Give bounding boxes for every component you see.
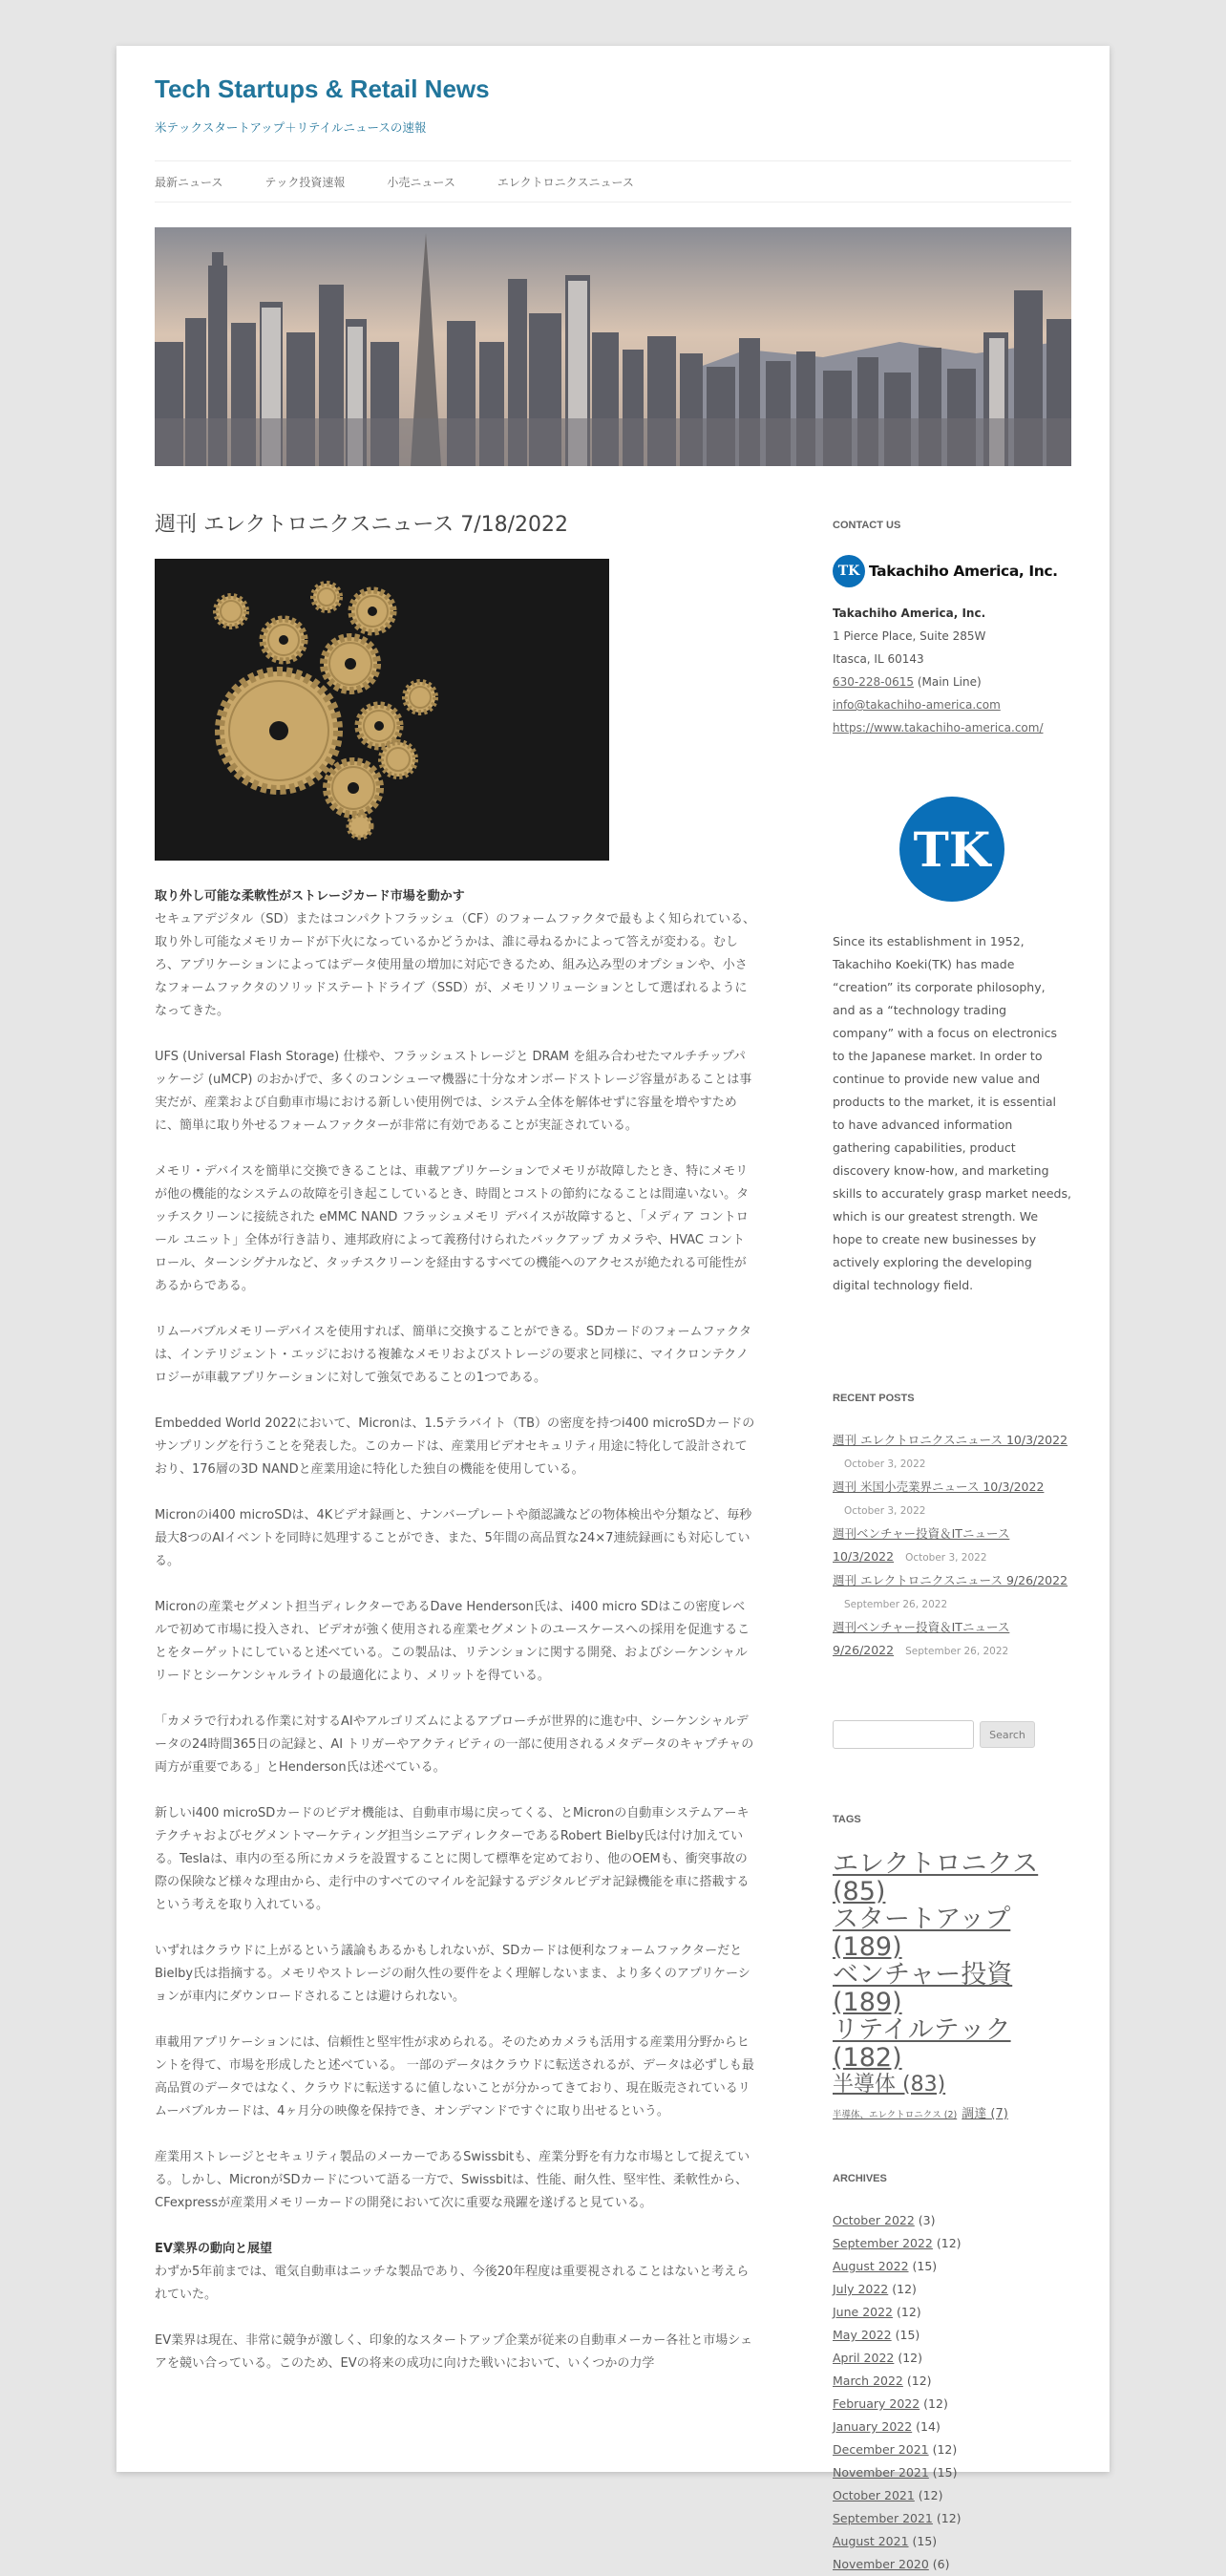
recent-post-link[interactable]: 週刊 エレクトロニクスニュース 10/3/2022: [833, 1433, 1068, 1447]
archive-link[interactable]: March 2022: [833, 2374, 903, 2388]
recent-post-link[interactable]: 週刊ベンチャー投資＆ITニュース 10/3/2022: [833, 1526, 1010, 1564]
search-button[interactable]: Search: [980, 1721, 1035, 1748]
paragraph-text: セキュアデジタル（SD）またはコンパクトフラッシュ（CF）のフォームファクタで最もよく知られている、取り外し可能なメモリカードが下火になっているかどうかは、誰に尋ねるかによって答えが変わる。むしろ、アプリケーションによってはデータ使用量の増加に対応できるため、組み込み型のオプションや、小さなフォームファクタのソリッドステートドライブ（SSD）が、メモリソリューションとして選ばれるようになってきた。: [155, 912, 756, 1018]
recent-posts-list: [833, 1429, 1071, 1663]
archive-count: (14): [912, 2419, 941, 2434]
post-paragraph: Micronのi400 microSDは、4Kビデオ録画と、ナンバープレートや顔認識などの物体検出や分類など、毎秒最大8つのAIイベントを同時に処理することができ、また、5年間の高品質な24×7連続録画にも対応している。: [155, 1508, 752, 1568]
nav-item-latest[interactable]: 最新ニュース: [155, 175, 223, 189]
archive-count: (15): [908, 2259, 938, 2273]
archive-link[interactable]: June 2022: [833, 2305, 894, 2319]
archive-link[interactable]: November 2020: [833, 2557, 929, 2571]
tag-retail-tech[interactable]: リテイルテック (182): [833, 2015, 1011, 2073]
post-paragraph: UFS (Universal Flash Storage) 仕様や、フラッシュストレージと DRAM を組み合わせたマルチチップパッケージ (uMCP) のおかげで、多くのコンシューマ機器に十分なオンボードストレージ容量があることは事実だが、産業および自動車市場における新しい使用例では、システム全体を解体せずに容量を増やすために、簡単に取り外せるフォームファクターが非常に有効であることが実証されている。: [155, 1050, 752, 1133]
archive-link[interactable]: September 2021: [833, 2511, 933, 2525]
archive-item: [833, 2324, 1071, 2347]
phone-link[interactable]: 630-228-0615: [833, 675, 915, 689]
widget-title-contact: CONTACT US: [833, 520, 901, 531]
tk-logo-mark: TK: [833, 555, 865, 587]
tk-logo-text: Takachiho America, Inc.: [869, 563, 1058, 580]
archive-count: (15): [928, 2465, 958, 2480]
post-featured-image-gears: [155, 559, 609, 861]
archive-count: (15): [891, 2328, 920, 2342]
tag-cloud: [833, 1850, 1071, 2129]
recent-post-date: September 26, 2022: [844, 1599, 948, 1610]
recent-post-link[interactable]: 週刊ベンチャー投資＆ITニュース 9/26/2022: [833, 1620, 1010, 1657]
phone-line: [833, 671, 1071, 693]
post-paragraph: 産業用ストレージとセキュリティ製品のメーカーであるSwissbitも、産業分野を有力な市場として捉えている。しかし、MicronがSDカードについて語る一方で、Swissbitは、性能、耐久性、堅牢性、柔軟性から、CFexpressが産業用メモリーカードの開発において次に重要な飛躍を遂げると見ている。: [155, 2150, 750, 2210]
nav-item-tech-investment[interactable]: テック投資速報: [264, 175, 346, 189]
post-paragraph: [155, 2238, 756, 2307]
company-about: Since its establishment in 1952, Takachiho Koeki(TK) has made “creation” its corporate philosophy, and as a “technology trading company” with a focus on electronics to the Japanese market. In order to continue to provide new value and products to the market, it is essential to have advanced information gathering capabilities, product discovery know-how, and marketing skills to accurately grasp market needs, which is our greatest strength. We hope to create new businesses by actively exploring the developing digital technology field.: [833, 934, 1071, 1292]
archive-item: [833, 2209, 1071, 2232]
post-paragraph: [155, 885, 756, 1023]
website-link[interactable]: https://www.takachiho-america.com/: [833, 721, 1044, 734]
archive-item: [833, 2232, 1071, 2255]
post-paragraph: リムーバブルメモリーデバイスを使用すれば、簡単に交換することができる。SDカードのフォームファクタは、インテリジェント・エッジにおける複雑なメモリおよびストレージの要求と同様に、マイクロンテクノロジーが車載アプリケーションに対して強気であることの1つである。: [155, 1325, 751, 1385]
archives-list: [833, 2209, 1071, 2576]
recent-post-date: October 3, 2022: [844, 1458, 926, 1470]
archive-link[interactable]: August 2021: [833, 2534, 909, 2548]
header-image-skyline: [155, 227, 1071, 466]
archive-count: (3): [914, 2213, 936, 2227]
main-content: [155, 508, 756, 2398]
tag-procurement[interactable]: 調達 (7): [962, 2107, 1008, 2121]
archive-item: [833, 2255, 1071, 2278]
recent-post-link[interactable]: 週刊 エレクトロニクスニュース 9/26/2022: [833, 1573, 1068, 1587]
archive-item: [833, 2393, 1071, 2416]
archive-item: [833, 2278, 1071, 2301]
archive-item: [833, 2370, 1071, 2393]
post-paragraph: Micronの産業セグメント担当ディレクターであるDave Henderson氏は、i400 micro SDはこの密度レベルで初めて市場に投入され、ビデオが強く使用される産業セグメントのユースケースへの採用を促進することをターゲットにしていると述べている。この製品は、リテンションに関する開発、およびシーケンシャルリードとシーケンシャルライトの最適化により、メリットを得ている。: [155, 1600, 750, 1683]
archive-item: [833, 2507, 1071, 2530]
paragraph-text: わずか5年前までは、電気自動車はニッチな製品であり、今後20年程度は重要視されることはないと考えられていた。: [155, 2265, 750, 2302]
archive-item: [833, 2461, 1071, 2484]
tag-venture-investment[interactable]: ベンチャー投資 (189): [833, 1960, 1013, 2017]
archive-count: (6): [928, 2557, 950, 2571]
recent-post-item: [833, 1522, 1071, 1569]
tk-large-logo: TK: [899, 797, 1004, 902]
post-paragraph: 車載用アプリケーションには、信頼性と堅牢性が求められる。そのためカメラも活用する産業用分野からヒントを得て、市場を形成したと述べている。 一部のデータはクラウドに転送されるが、データは必ずしも最高品質のデータではなく、クラウドに転送するに値しないことが分かってきており、現在販売されているリムーバブルカードは、4ヶ月分の映像を保持でき、オンデマンドですぐに取り出せるという。: [155, 2035, 754, 2118]
archive-link[interactable]: October 2022: [833, 2213, 915, 2227]
recent-post-date: October 3, 2022: [905, 1552, 987, 1564]
nav-item-electronics[interactable]: エレクトロニクスニュース: [497, 175, 634, 189]
recent-post-item: [833, 1429, 1071, 1476]
sidebar: [833, 520, 1071, 2576]
recent-post-date: October 3, 2022: [844, 1505, 926, 1517]
search-form: [833, 1720, 1071, 1749]
archive-link[interactable]: November 2021: [833, 2465, 929, 2480]
contact-details: [833, 602, 1071, 739]
address-line-1: 1 Pierce Place, Suite 285W: [833, 629, 986, 643]
post-paragraph: いずれはクラウドに上がるという議論もあるかもしれないが、SDカードは便利なフォームファクターだとBielby氏は指摘する。メモリやストレージの耐久性の要件をよく理解しないまま、より多くのアプリケーションが車内にダウンロードされることは避けられない。: [155, 1944, 750, 2004]
archive-link[interactable]: September 2022: [833, 2236, 933, 2250]
recent-post-item: [833, 1616, 1071, 1663]
nav-item-retail[interactable]: 小売ニュース: [387, 175, 455, 189]
email-link[interactable]: info@takachiho-america.com: [833, 698, 1001, 712]
archive-item: [833, 2530, 1071, 2553]
recent-post-item: [833, 1569, 1071, 1616]
post-content: [155, 885, 756, 2375]
archive-link[interactable]: October 2021: [833, 2488, 915, 2502]
section-heading: 取り外し可能な柔軟性がストレージカード市場を動かす: [155, 889, 465, 904]
post-paragraph: Embedded World 2022において、Micronは、1.5テラバイト（TB）の密度を持つi400 microSDカードのサンプリングを行うことを発表した。このカードは、産業用ビデオセキュリティ用途に特化して設計されており、176層の3D NANDと産業用途に特化した独自の機能を使用している。: [155, 1416, 755, 1477]
archive-count: (12): [914, 2488, 943, 2502]
archive-link[interactable]: February 2022: [833, 2396, 920, 2411]
archive-item: [833, 2347, 1071, 2370]
widget-title-archives: ARCHIVES: [833, 2173, 887, 2184]
takachiho-logo: [833, 556, 1071, 586]
archive-link[interactable]: May 2022: [833, 2328, 892, 2342]
archive-item: [833, 2553, 1071, 2576]
archive-link[interactable]: April 2022: [833, 2351, 895, 2365]
archive-count: (12): [894, 2351, 922, 2365]
site-title[interactable]: Tech Startups & Retail News: [155, 75, 490, 103]
site-description: 米テックスタートアップ＋リテイルニュースの速報: [155, 120, 427, 135]
archive-count: (15): [908, 2534, 938, 2548]
tag-startup[interactable]: スタートアップ (189): [833, 1905, 1011, 1962]
post-paragraph: EV業界は現在、非常に競争が激しく、印象的なスタートアップ企業が従来の自動車メーカー各社と市場シェアを競い合っている。このため、EVの将来の成功に向けた戦いにおいて、いくつかの力学: [155, 2333, 753, 2371]
section-heading: EV業界の動向と展望: [155, 2242, 272, 2256]
archive-count: (12): [920, 2396, 948, 2411]
recent-post-date: September 26, 2022: [905, 1646, 1009, 1657]
archive-item: [833, 2301, 1071, 2324]
archive-link[interactable]: January 2022: [833, 2419, 913, 2434]
archive-link[interactable]: August 2022: [833, 2259, 909, 2273]
archive-count: (12): [888, 2282, 917, 2296]
archive-link[interactable]: December 2021: [833, 2442, 929, 2457]
recent-post-link[interactable]: 週刊 米国小売業界ニュース 10/3/2022: [833, 1480, 1045, 1494]
archive-count: (12): [932, 2511, 962, 2525]
archive-count: (12): [902, 2374, 932, 2388]
recent-post-item: [833, 1476, 1071, 1522]
address-line-2: Itasca, IL 60143: [833, 652, 924, 666]
archive-count: (12): [932, 2236, 962, 2250]
tag-electronics[interactable]: エレクトロニクス (85): [833, 1849, 1039, 1906]
widget-title-tags: TAGS: [833, 1814, 861, 1825]
archive-link[interactable]: July 2022: [833, 2282, 889, 2296]
post-paragraph: 「カメラで行われる作業に対するAIやアルゴリズムによるアプローチが世界的に進む中、シーケンシャルデータの24時間365日の記録と、AI トリガーやアクティビティの一部に使用されるメタデータのキャプチャの両方が重要である」とHenderson氏は述べている。: [155, 1714, 754, 1775]
search-input[interactable]: [833, 1720, 974, 1749]
archive-item: [833, 2484, 1071, 2507]
tag-semiconductor[interactable]: 半導体 (83): [833, 2073, 946, 2097]
tag-semiconductor-electronics[interactable]: 半導体、エレクトロニクス (2): [833, 2110, 958, 2120]
widget-title-recent-posts: RECENT POSTS: [833, 1393, 915, 1404]
main-navigation: [155, 160, 1071, 202]
archive-item: [833, 2416, 1071, 2438]
archive-count: (12): [928, 2442, 958, 2457]
post-title[interactable]: 週刊 エレクトロニクスニュース 7/18/2022: [155, 513, 569, 537]
archive-item: [833, 2438, 1071, 2461]
company-name: Takachiho America, Inc.: [833, 607, 986, 620]
post-paragraph: メモリ・デバイスを簡単に交換できることは、車載アプリケーションでメモリが故障したとき、特にメモリが他の機能的なシステムの故障を引き起こしているとき、時間とコストの節約になることは間違いない。タッチスクリーンに接続された eMMC NAND フラッシュメモリ デバイスが故障すると、「メディア コントロール ユニット」全体が行き詰り、連邦政府によって義務付けられたバックアップ カメラや、HVAC コントロール、ターンシグナルなど、タッチスクリーンを経由するすべての機能へのアクセスが絶たれる可能性があるからである。: [155, 1164, 750, 1293]
archive-count: (12): [893, 2305, 921, 2319]
page: [116, 46, 1110, 2571]
post-paragraph: 新しいi400 microSDカードのビデオ機能は、自動車市場に戻ってくる、とMicronの自動車システムアーキテクチャおよびセグメントマーケティング担当シニアディレクターであるRobert Bielby氏は付け加えている。Teslaは、車内の至る所にカメラを設置することに関して標準を定めており、他のOEMも、衝突事故の際の保険など様々な理由から、走行中のすべてのマイルを記録するデジタルビデオ記録機能を車に搭載するという考えを取り入れている。: [155, 1806, 750, 1912]
phone-note: (Main Line): [914, 675, 982, 689]
